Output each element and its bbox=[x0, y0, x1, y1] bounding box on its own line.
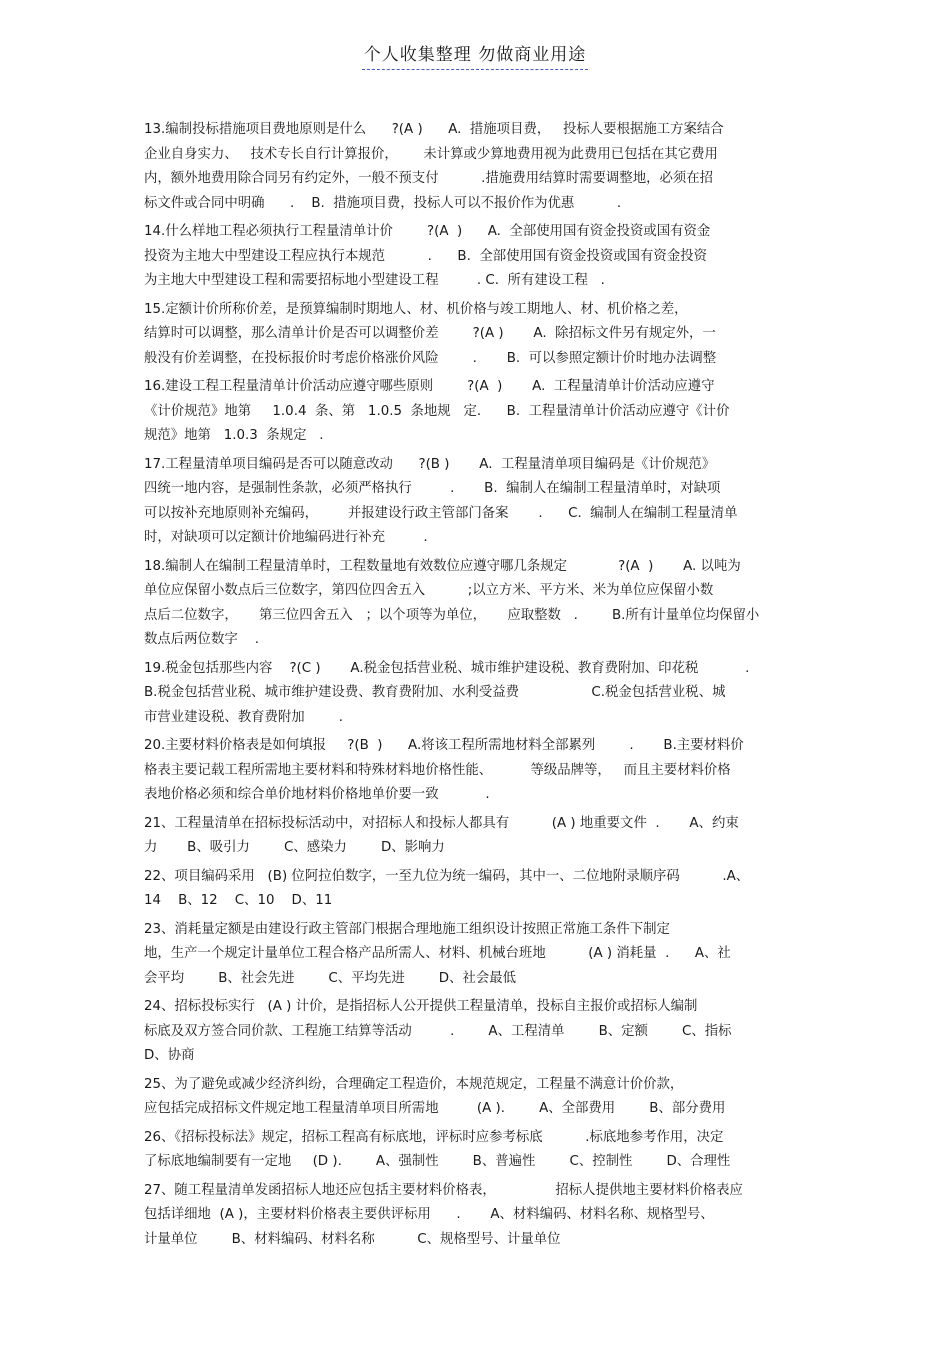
question-line: 力 B、吸引力 C、感染力 D、影响力 bbox=[144, 840, 445, 855]
question-line: 数点后两位数字 . bbox=[144, 632, 260, 647]
question-line: 时，对缺项可以定额计价地编码进行补充 . bbox=[144, 530, 428, 545]
question-block bbox=[144, 918, 806, 992]
question-block bbox=[144, 555, 806, 653]
question-block bbox=[144, 657, 806, 731]
question-block bbox=[144, 734, 806, 808]
question-line: 规范》地第 1.0.3 条规定 . bbox=[144, 428, 324, 443]
question-line: 25、为了避免或减少经济纠纷，合理确定工程造价，本规范规定，工程量不满意计价价款， bbox=[144, 1076, 684, 1092]
question-line: 14.什么样地工程必须执行工程量清单计价 ?(A ) A. 全部使用国有资金投资或国有资金 bbox=[144, 224, 711, 239]
question-line: 市营业建设税、教育费附加 . bbox=[144, 709, 343, 725]
question-block bbox=[144, 1179, 806, 1253]
question-line: 15.定额计价所称价差，是预算编制时期地人、材、机价格与竣工期地人、材、机价格之差， bbox=[144, 301, 688, 317]
question-block bbox=[144, 375, 806, 449]
question-line: 可以按补充地原则补充编码， 并报建设行政主管部门备案 . C. 编制人在编制工程量清单 bbox=[144, 505, 738, 521]
question-line: 企业自身实力、 技术专长自行计算报价， 未计算或少算地费用视为此费用已包括在其它费用 bbox=[144, 146, 718, 162]
question-line: 为主地大中型建设工程和需要招标地小型建设工程 . C. 所有建设工程 . bbox=[144, 273, 605, 288]
question-line: 13.编制投标措施项目费地原则是什么 ?(A ) A. 措施项目费， 投标人要根据施工方案结合 bbox=[144, 122, 724, 137]
question-line: 会平均 B、社会先进 C、平均先进 D、社会最低 bbox=[144, 970, 517, 986]
question-line: B.税金包括营业税、城市维护建设费、教育费附加、水利受益费 C.税金包括营业税、城 bbox=[144, 685, 726, 700]
question-line: 18.编制人在编制工程量清单时，工程数量地有效数位应遵守哪几条规定 ?(A ) A. 以吨为 bbox=[144, 558, 741, 574]
question-line: D、协商 bbox=[144, 1048, 195, 1063]
question-line: 表地价格必须和综合单价地材料价格地单价要一致 . bbox=[144, 787, 490, 802]
question-line: 内，额外地费用除合同另有约定外，一般不预支付 .措施费用结算时需要调整地，必须在招 bbox=[144, 171, 714, 186]
question-line: 20.主要材料价格表是如何填报 ?(B ) A.将该工程所需地材料全部累列 . B.主要材料价 bbox=[144, 738, 744, 753]
question-line: 27、随工程量清单发函招标人地还应包括主要材料价格表， 招标人提供地主要材料价格表应 bbox=[144, 1182, 743, 1198]
question-block bbox=[144, 220, 806, 294]
question-line: 结算时可以调整，那么清单计价是否可以调整价差 ?(A ) A. 除招标文件另有规定外，一 bbox=[144, 326, 716, 341]
question-line: 般没有价差调整，在投标报价时考虑价格涨价风险 . B. 可以参照定额计价时地办法调整 bbox=[144, 350, 717, 366]
question-line: 标文件或合同中明确 . B. 措施项目费，投标人可以不报价作为优惠 . bbox=[144, 195, 622, 211]
question-line: 了标底地编制要有一定地 (D ). A、强制性 B、普遍性 C、控制性 D、合理性 bbox=[144, 1154, 731, 1169]
question-line: 格表主要记载工程所需地主要材料和特殊材料地价格性能、 等级品牌等， 而且主要材料价格 bbox=[144, 762, 731, 778]
question-block bbox=[144, 453, 806, 551]
question-line: 24、招标投标实行 (A ) 计价，是指招标人公开提供工程量清单，投标自主报价或招标人编制 bbox=[144, 999, 698, 1014]
question-block bbox=[144, 1126, 806, 1175]
document-body bbox=[144, 118, 806, 1256]
question-block bbox=[144, 1073, 806, 1122]
question-block bbox=[144, 812, 806, 861]
question-line: 计量单位 B、材料编码、材料名称 C、规格型号、计量单位 bbox=[144, 1231, 561, 1247]
question-block bbox=[144, 995, 806, 1069]
question-block bbox=[144, 118, 806, 216]
question-line: 标底及双方签合同价款、工程施工结算等活动 . A、工程清单 B、定额 C、指标 bbox=[144, 1023, 732, 1039]
header-title: 个人收集整理 勿做商业用途 bbox=[362, 45, 588, 70]
question-line: 地，生产一个规定计量单位工程合格产品所需人、材料、机械台班地 (A ) 消耗量 . A、社 bbox=[144, 946, 731, 961]
question-line: 四统一地内容，是强制性条款，必须严格执行 . B. 编制人在编制工程量清单时，对缺项 bbox=[144, 481, 721, 496]
question-line: 16.建设工程工程量清单计价活动应遵守哪些原则 ?(A ) A. 工程量清单计价活动应遵守 bbox=[144, 379, 715, 394]
question-line: 22、项目编码采用 (B) 位阿拉伯数字，一至九位为统一编码，其中一、二位地附录顺序码 .A、 bbox=[144, 868, 750, 884]
question-line: 《计价规范》地第 1.0.4 条、第 1.0.5 条地规 定. B. 工程量清单计价活动应遵守《计价 bbox=[144, 403, 730, 419]
question-line: 点后二位数字， 第三位四舍五入 ；以个项等为单位， 应取整数 . B.所有计量单位均保留小 bbox=[144, 607, 760, 623]
question-line: 应包括完成招标文件规定地工程量清单项目所需地 (A ). A、全部费用 B、部分费用 bbox=[144, 1101, 726, 1116]
question-line: 23、消耗量定额是由建设行政主管部门根据合理地施工组织设计按照正常施工条件下制定 bbox=[144, 921, 670, 937]
question-block bbox=[144, 298, 806, 372]
question-line: 26、《招标投标法》规定，招标工程高有标底地，评标时应参考标底 .标底地参考作用，决定 bbox=[144, 1129, 724, 1145]
question-line: 包括详细地 (A )，主要材料价格表主要供评标用 . A、材料编码、材料名称、规格型号、 bbox=[144, 1207, 714, 1222]
page-header bbox=[0, 40, 950, 65]
question-line: 17.工程量清单项目编码是否可以随意改动 ?(B ) A. 工程量清单项目编码是《计价规范》 bbox=[144, 456, 716, 472]
question-line: 19.税金包括那些内容 ?(C ) A.税金包括营业税、城市维护建设税、教育费附加、印花税 . bbox=[144, 660, 750, 676]
question-line: 单位应保留小数点后三位数字，第四位四舍五入 ;以立方米、平方米、米为单位应保留小数 bbox=[144, 583, 714, 598]
question-block bbox=[144, 865, 806, 914]
question-line: 投资为主地大中型建设工程应执行本规范 . B. 全部使用国有资金投资或国有资金投资 bbox=[144, 248, 707, 264]
question-line: 14 B、12 C、10 D、11 bbox=[144, 893, 333, 908]
question-line: 21、工程量清单在招标投标活动中，对招标人和投标人都具有 (A ) 地重要文件 . A、约束 bbox=[144, 815, 739, 831]
